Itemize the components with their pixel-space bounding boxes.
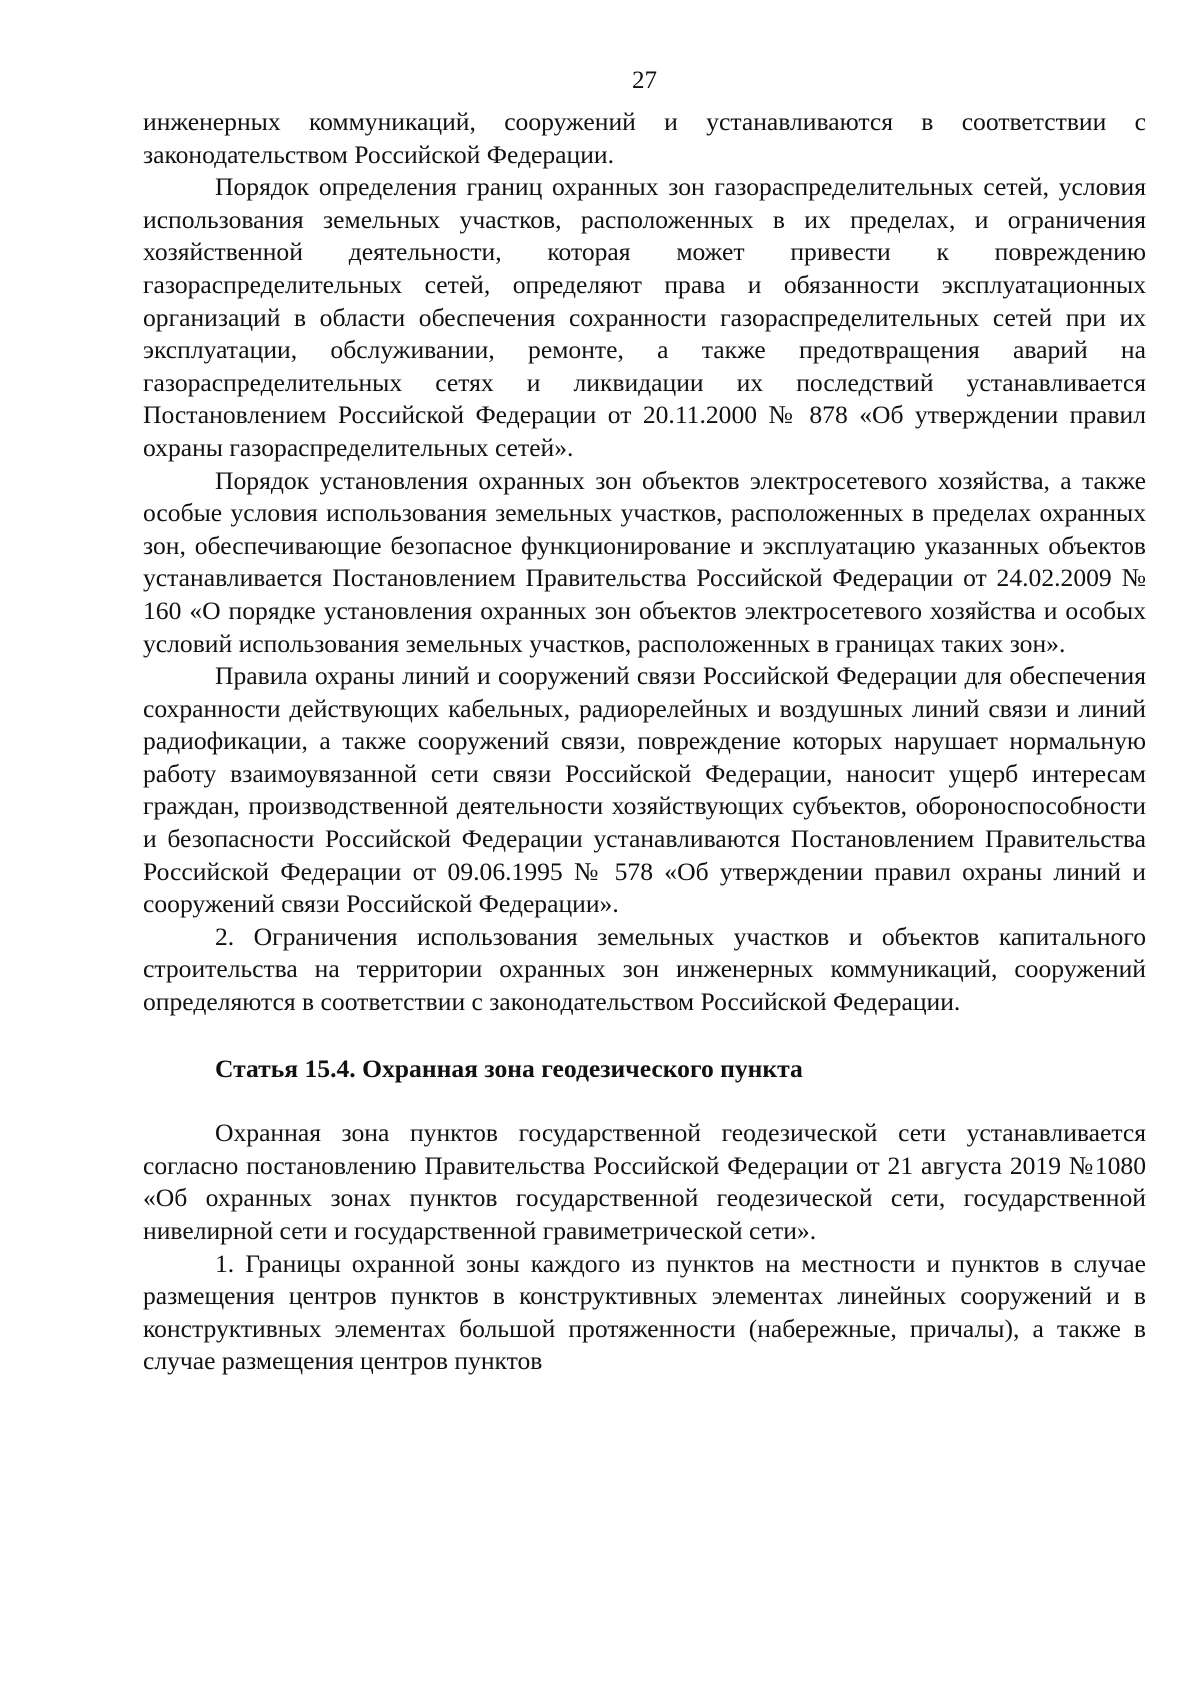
section-heading: Статья 15.4. Охранная зона геодезического пункта: [215, 1053, 803, 1083]
page-number: 27: [632, 67, 657, 94]
paragraph-continuation: инженерных коммуникаций, сооружений и устанавливаются в соответствии с законодательством Российской Федерации.: [143, 107, 1146, 169]
paragraph-gas-networks: Порядок определения границ охранных зон газораспределительных сетей, условия использования земельных участков, расположенных в их пределах, и ограничения хозяйственной деятельности, которая может привести к повреждению газораспределительных сетей, определяют права и обязанности эксплуатационных организаций в области обеспечения сохранности газораспределительных сетей при их эксплуатации, обслуживании, ремонте, а также предотвращения аварий на газораспределительных сетях и ликвидации их последствий устанавливается Постановлением Российской Федерации от 20.11.2000 № 878 «Об утверждении правил охраны газораспределительных сетей».: [143, 172, 1146, 462]
document-page: [143, 62, 1146, 1378]
paragraph-geodetic-zone: Охранная зона пунктов государственной геодезической сети устанавливается согласно постановлению Правительства Российской Федерации от 21 августа 2019 №1080 «Об охранных зонах пунктов государственной геодезической сети, государственной нивелирной сети и государственной гравиметрической сети».: [143, 1118, 1146, 1245]
paragraph-communication-lines: Правила охраны линий и сооружений связи Российской Федерации для обеспечения сохранности действующих кабельных, радиорелейных и воздушных линий связи и линий радиофикации, а также сооружений связи, повреждение которых нарушает нормальную работу взаимоувязанной сети связи Российской Федерации, наносит ущерб интересам граждан, производственной деятельности хозяйствующих субъектов, обороноспособности и безопасности Российской Федерации устанавливаются Постановлением Правительства Российской Федерации от 09.06.1995 № 578 «Об утверждении правил охраны линий и сооружений связи Российской Федерации».: [143, 661, 1146, 919]
paragraph-zone-boundaries: 1. Границы охранной зоны каждого из пунктов на местности и пунктов в случае размещения центров пунктов в конструктивных элементах линейных сооружений и в конструктивных элементах большой протяженности (набережные, причалы), а также в случае размещения центров пунктов: [143, 1248, 1146, 1376]
paragraph-restrictions: 2. Ограничения использования земельных участков и объектов капитального строительства на территории охранных зон инженерных коммуникаций, сооружений определяются в соответствии с законодательством Российской Федерации.: [143, 921, 1146, 1017]
paragraph-electric-networks: Порядок установления охранных зон объектов электросетевого хозяйства, а также особые условия использования земельных участков, расположенных в пределах охранных зон, обеспечивающие безопасное функционирование и эксплуатацию указанных объектов устанавливается Постановлением Правительства Российской Федерации от 24.02.2009 № 160 «О порядке установления охранных зон объектов электросетевого хозяйства и особых условий использования земельных участков, расположенных в границах таких зон».: [143, 465, 1146, 658]
